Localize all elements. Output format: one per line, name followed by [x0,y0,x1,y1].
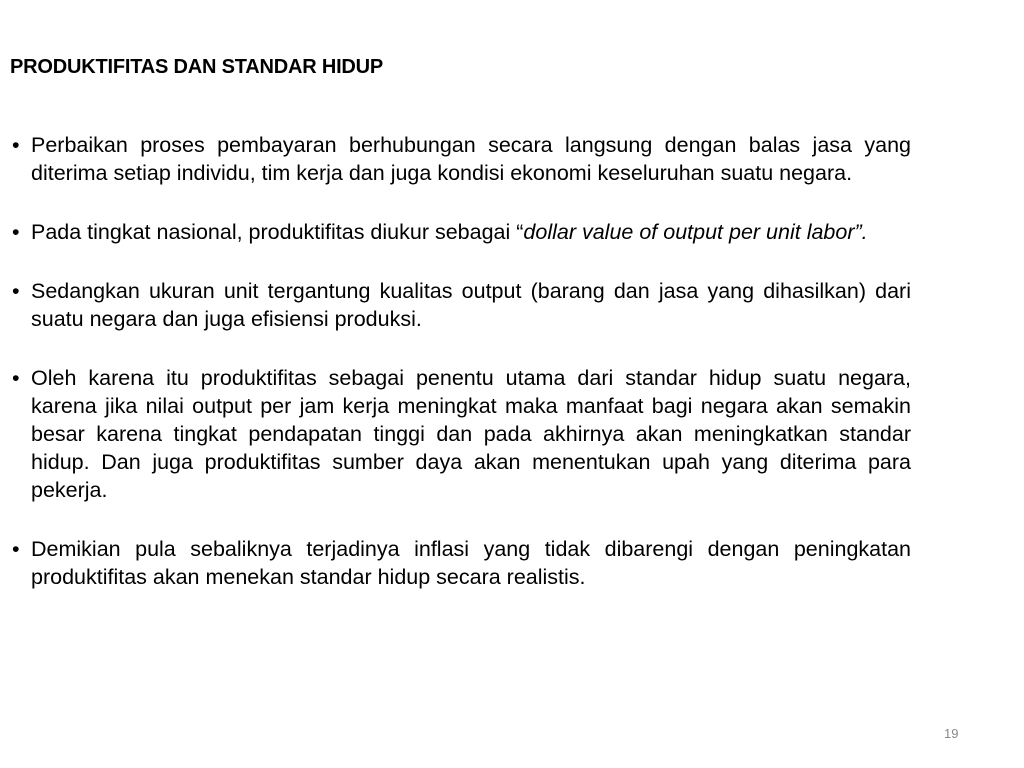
bullet-text: Sedangkan ukuran unit tergantung kualitas output (barang dan jasa yang dihasilkan) dari suatu negara dan juga efisiensi produksi. [31,279,911,331]
bullet-item-5 [12,535,911,591]
bullet-item-4 [12,364,911,504]
page-number: 19 [944,726,959,741]
bullet-icon: • [12,133,20,157]
bullet-icon: • [12,366,20,390]
bullet-icon: • [12,537,20,561]
slide-title: PRODUKTIFITAS DAN STANDAR HIDUP [10,56,384,78]
bullet-text: Perbaikan proses pembayaran berhubungan secara langsung dengan balas jasa yang diterima setiap individu, tim kerja dan juga kondisi ekonomi keseluruhan suatu negara. [31,133,911,185]
bullet-icon: • [12,279,20,303]
bullet-text: Pada tingkat nasional, produktifitas diukur sebagai “ [31,220,524,244]
bullet-text: Demikian pula sebaliknya terjadinya inflasi yang tidak dibarengi dengan peningkatan produktifitas akan menekan standar hidup secara realistis. [31,537,911,589]
bullet-text-italic: dollar value of output per unit labor”. [523,220,868,244]
bullet-item-2 [12,218,911,246]
bullet-item-3 [12,277,911,333]
bullet-list [12,131,911,622]
bullet-item-1 [12,131,911,187]
bullet-icon: • [12,220,20,244]
bullet-text: Oleh karena itu produktifitas sebagai penentu utama dari standar hidup suatu negara, karena jika nilai output per jam kerja meningkat maka manfaat bagi negara akan semakin besar karena tingkat pendapatan tinggi dan pada akhirnya akan meningkatkan standar hidup. Dan juga produktifitas sumber daya akan menentukan upah yang diterima para pekerja. [31,366,911,502]
